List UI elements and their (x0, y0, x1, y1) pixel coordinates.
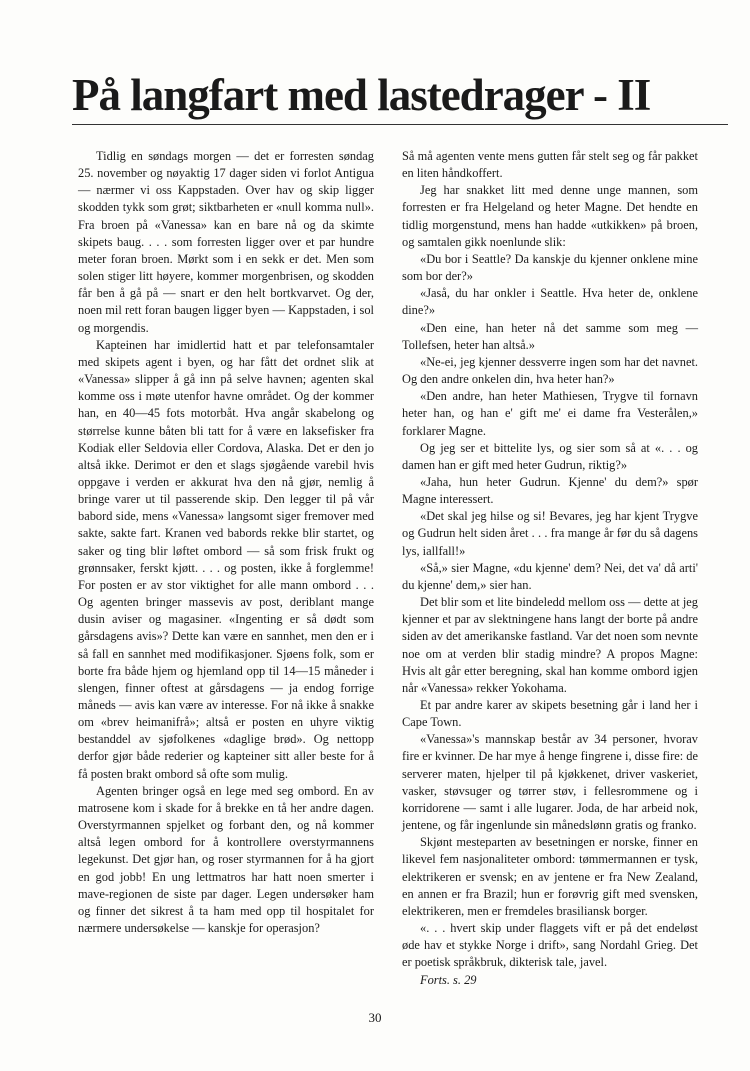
paragraph: Og jeg ser et bittelite lys, og sier som så at «. . . og damen han er gift med heter Gudrun, riktig?» (402, 440, 698, 472)
left-column (78, 148, 374, 937)
paragraph: Agenten bringer også en lege med seg ombord. En av matrosene kom i skade for å brekke en tå her andre dagen. Overstyrmannen spjelket og forbant den, og nå kommer altså legen ombord for å kontrollere overstyrmannens legekunst. Det gjør han, og roser styrmannen for å ha gjort en god jobb! En ung lettmatros har hatt noen smerter i mave-regionen de siste par dager. Legen undersøker ham og finner det sikrest å ta ham med opp til hospitalet for nærmere undersøkelse — kanskje for operasjon? (78, 783, 374, 936)
right-column (402, 148, 698, 989)
paragraph: Skjønt mesteparten av besetningen er norske, finner en likevel fem nasjonaliteter ombord: tømmermannen er tysk, elektrikeren er svensk; en av jentene er fra New Zealand, en annen er fra Brazil; hun er forøvrig gift med svensken, elektrikeren, men er fremdeles brasiliansk borger. (402, 835, 698, 918)
page-number: 30 (368, 1010, 382, 1025)
paragraph: «Så,» sier Magne, «du kjenne' dem? Nei, det va' då arti' du kjenne' dem,» sier han. (402, 560, 698, 592)
paragraph: «Jaha, hun heter Gudrun. Kjenne' du dem?» spør Magne interessert. (402, 474, 698, 507)
paragraph: Jeg har snakket litt med denne unge mannen, som forresten er fra Helgeland og heter Magne. Det hendte en tidlig morgenstund, mens han hadde «utkikken» på broen, og samtalen gikk noenlunde slik: (402, 183, 698, 249)
paragraph: «Den eine, han heter nå det samme som meg — Tollefsen, heter han altså.» (402, 320, 698, 352)
title-rule (72, 124, 728, 125)
article-title: På langfart med lastedrager - II (72, 70, 651, 120)
paragraph: «. . . hvert skip under flaggets vift er på det endeløst øde hav et stykke Norge i drift», sang Nordahl Grieg. Det er poetisk språkbruk, dikterisk tale, javel. (402, 921, 698, 970)
continuation-note: Forts. s. 29 (420, 972, 477, 987)
paragraph: «Den andre, han heter Mathiesen, Trygve til fornavn heter han, og han e' gift me' ei dame fra Vesterålen,» forklarer Magne. (402, 389, 698, 438)
paragraph: «Du bor i Seattle? Da kanskje du kjenner onklene mine som bor der?» (402, 251, 698, 284)
paragraph: «Vanessa»'s mannskap består av 34 personer, hvorav fire er kvinner. De har mye å henge fingrene i, disse fire: de serverer maten, hjelper til på kjøkkenet, driver vaskeriet, vasker, støvsuger og tørrer støv, i fellesrommene og i korridorene — samt i alle lugarer. Joda, de har arbeid nok, jentene, og får ingenlunde sin månedslønn gratis og franko. (402, 732, 698, 833)
paragraph: «Det skal jeg hilse og si! Bevares, jeg har kjent Trygve og Gudrun helt siden året . . . fra mange år før du så dagens lys, iallfall!» (402, 509, 698, 558)
paragraph: «Jaså, du har onkler i Seattle. Hva heter de, onklene dine?» (402, 286, 698, 318)
paragraph: «Ne-ei, jeg kjenner dessverre ingen som har det navnet. Og den andre onkelen din, hva heter han?» (402, 354, 698, 387)
paragraph: Tidlig en søndags morgen — det er forresten søndag 25. november og nøyaktig 17 dager siden vi forlot Antigua — nærmer vi oss Kappstaden. Over hav og skip ligger skodden tykk som grøt; siktbarheten er «null komma null». Fra broen på «Vanessa» kan en bare nå og da skimte skipets baug. . . . som forresten ligger over et par hundre meter foran broen. Mørkt som i en sekk er det. Men som solen stiger litt høyere, kommer morgenbrisen, og skodden får ben å gå på — snart er den helt bortkvarvet. Og der, noen mil rett foran baugen ligger byen — Kappstaden, i sol og morgendis. (78, 149, 374, 335)
paragraph: Et par andre karer av skipets besetning går i land her i Cape Town. (402, 698, 698, 730)
paragraph: Så må agenten vente mens gutten får stelt seg og får pakket en liten håndkoffert. (402, 149, 698, 181)
paragraph: Kapteinen har imidlertid hatt et par telefonsamtaler med skipets agent i byen, og har fått det ordnet slik at «Vanessa» slipper å gå inn på selve havnen; agenten skal komme oss i møte utenfor havne området. Og der kommer han, en 40—45 fots motorbåt. Hva angår skabelong og størrelse kunne båten bli tatt for å være en laksefisker fra Kodiak eller Seldovia eller Cordova, Alaska. Det er den jo altså ikke. Derimot er den et slags sjøgående varebil hvis oppgave i verden er akkurat hva den nå gjør, nemlig å bringe varer ut til passerende skip. Den legger til på vår babord side, mens «Vanessa» langsomt siger fremover med sakte, sakte fart. Kranen ved babords rekke blir startet, og saker og ting blir løftet ombord — så som frisk frukt og grønnsaker, ferskt kjøtt. . . . og posten, ikke å forglemme! For posten er av stor viktighet for alle mann ombord . . . Og agenten bringer massevis av post, deriblant mange dusin aviser og magasiner. «Ingenting er så dødt som gårsdagens avis»? Dette kan være en sannhet, men den er i så fall en sannhet med modifikasjoner. Sjøens folk, som er borte fra både hjem og hjemland opp til 14—15 måneder i slengen, finner oftest at gårsdagens — ja endog forrige måneds — avis kan være av interesse. For nå ikke å snakke om «brev heimanifrå»; altså er posten en uhyre viktig bestanddel av sjøfolkenes «daglige brød». Og nettopp derfor gjør både rederier og kapteiner sitt aller beste for å få posten brakt ombord så ofte som mulig. (78, 337, 374, 781)
paragraph: Det blir som et lite bindeledd mellom oss — dette at jeg kjenner et par av slektningene hans langt der borte på andre siden av det amerikanske fastland. Var det noen som nevnte noe om at verden blir stadig mindre? A propos Magne: Hvis alt går etter beregning, skal han komme ombord igjen når «Vanessa» rekker Yokohama. (402, 595, 698, 695)
